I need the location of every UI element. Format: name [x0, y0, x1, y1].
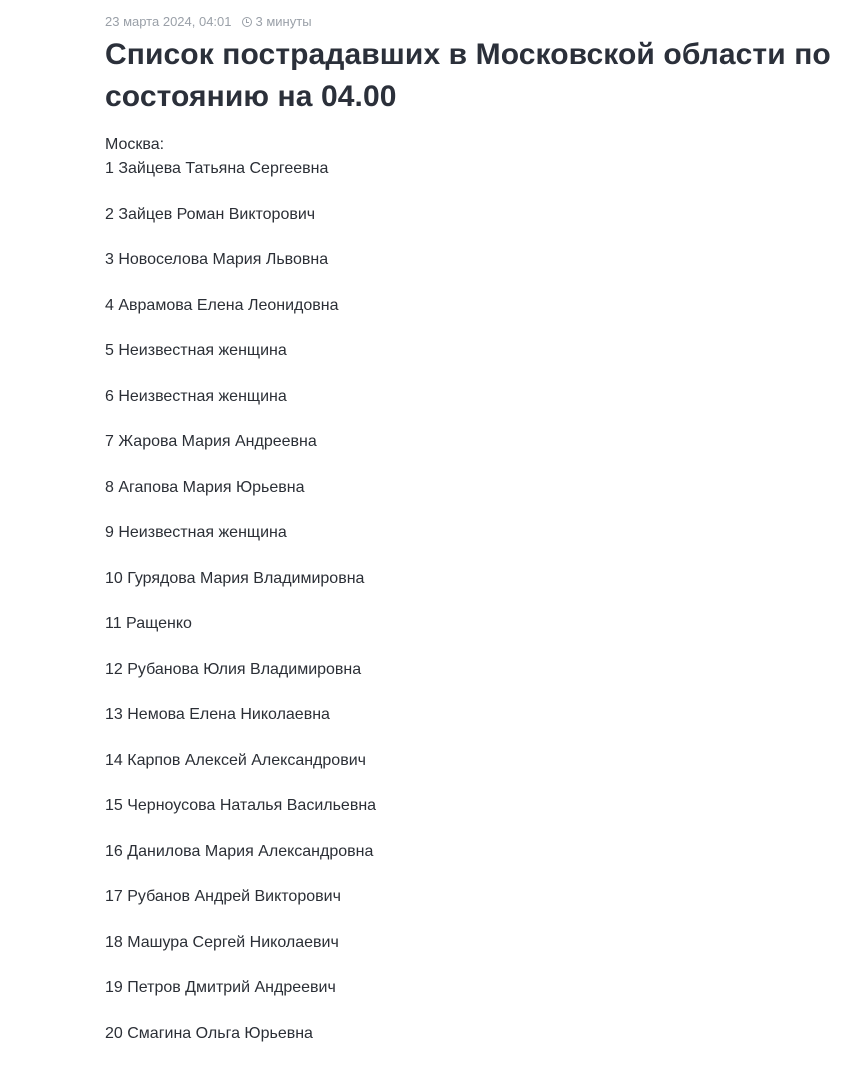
list-item: 11 Ращенко — [105, 612, 835, 658]
list-item: 4 Аврамова Елена Леонидовна — [105, 294, 835, 340]
list-item: 19 Петров Дмитрий Андреевич — [105, 976, 835, 1022]
city-label: Москва: — [105, 133, 835, 157]
victims-list — [105, 157, 835, 1067]
list-item: 7 Жарова Мария Андреевна — [105, 430, 835, 476]
list-item: 13 Немова Елена Николаевна — [105, 703, 835, 749]
list-item: 1 Зайцева Татьяна Сергеевна — [105, 157, 835, 203]
list-item: 10 Гурядова Мария Владимировна — [105, 567, 835, 613]
list-item: 8 Агапова Мария Юрьевна — [105, 476, 835, 522]
list-item: 12 Рубанова Юлия Владимировна — [105, 658, 835, 704]
list-item: 6 Неизвестная женщина — [105, 385, 835, 431]
list-item: 3 Новоселова Мария Львовна — [105, 248, 835, 294]
publish-date: 23 марта 2024, 04:01 — [105, 13, 232, 31]
article-title: Список пострадавших в Московской области по состоянию на 04.00 — [105, 34, 835, 118]
list-item: 9 Неизвестная женщина — [105, 521, 835, 567]
clock-icon — [242, 17, 252, 27]
read-time: 3 минуты — [256, 13, 312, 31]
list-item: 16 Данилова Мария Александровна — [105, 840, 835, 886]
list-item: 14 Карпов Алексей Александрович — [105, 749, 835, 795]
list-item: 2 Зайцев Роман Викторович — [105, 203, 835, 249]
list-item: 17 Рубанов Андрей Викторович — [105, 885, 835, 931]
article-meta — [105, 13, 312, 31]
list-item: 20 Смагина Ольга Юрьевна — [105, 1022, 835, 1067]
list-item: 15 Черноусова Наталья Васильевна — [105, 794, 835, 840]
article-body — [105, 133, 835, 1067]
list-item: 5 Неизвестная женщина — [105, 339, 835, 385]
list-item: 18 Машура Сергей Николаевич — [105, 931, 835, 977]
